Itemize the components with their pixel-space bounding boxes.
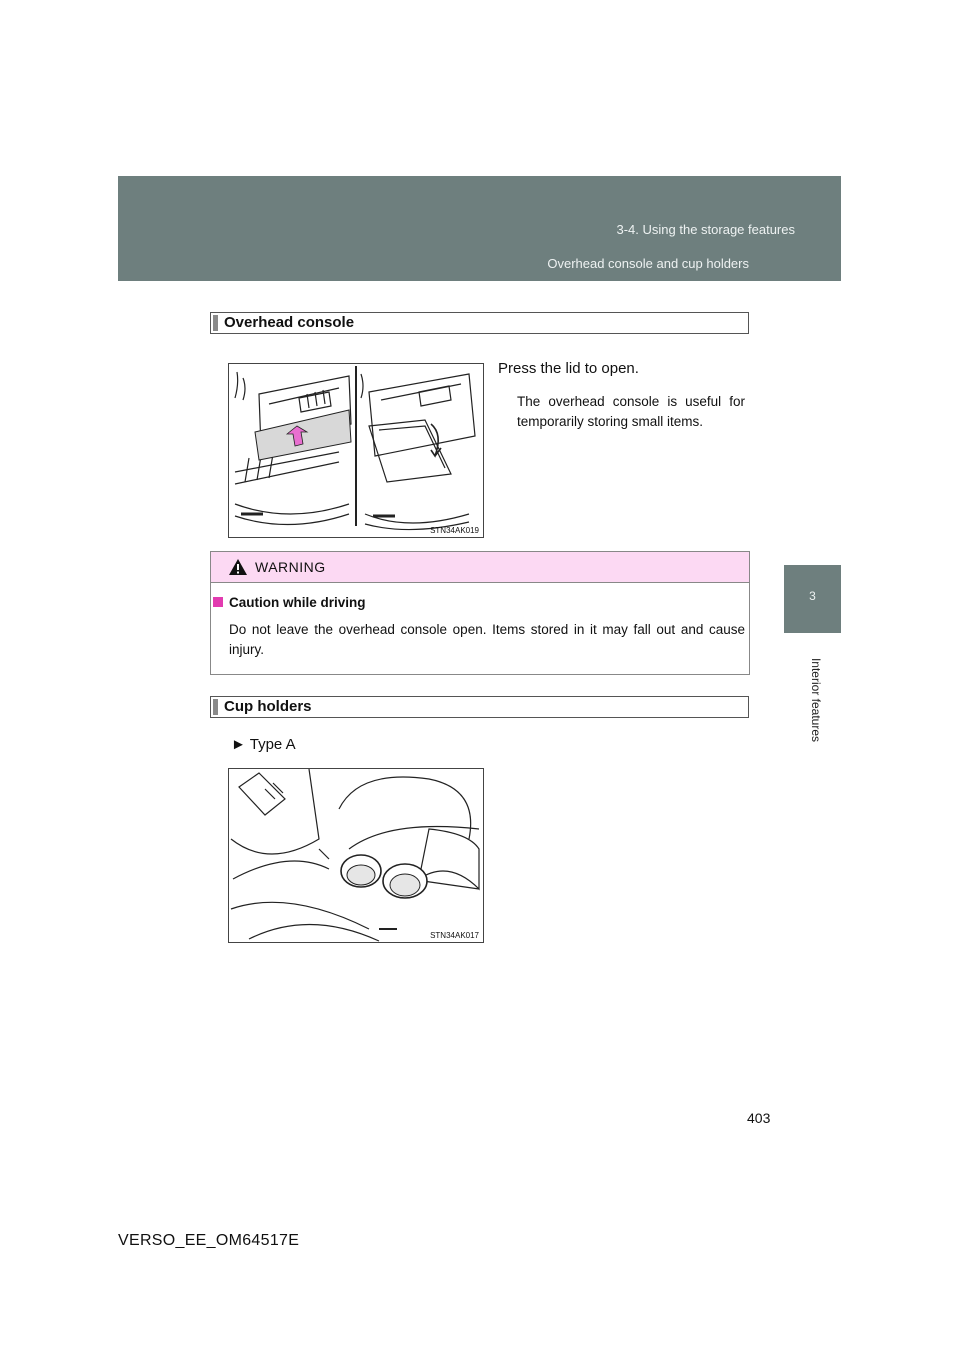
chapter-tab-label: Interior features — [809, 657, 823, 743]
cup-holders-heading: Cup holders — [210, 696, 749, 718]
overhead-console-heading: Overhead console — [210, 312, 749, 334]
caution-title — [213, 595, 366, 610]
warning-title: WARNING — [255, 559, 326, 575]
chapter-title: 3-4. Using the storage features — [616, 222, 795, 237]
overhead-console-illustration — [229, 364, 483, 537]
chapter-tab-number: 3 — [809, 589, 816, 603]
document-code: VERSO_EE_OM64517E — [118, 1232, 300, 1249]
chapter-tab — [784, 565, 841, 633]
overhead-console-instruction: Press the lid to open. — [498, 360, 639, 377]
overhead-console-figure — [228, 363, 484, 538]
page-number: 403 — [747, 1110, 771, 1126]
overhead-console-figure-code: STN34AK019 — [430, 526, 479, 535]
header-band — [118, 176, 841, 281]
cup-holders-illustration — [229, 769, 483, 942]
warning-header — [211, 552, 749, 583]
overhead-console-description: The overhead console is useful for temporarily storing small items. — [517, 394, 745, 429]
cup-holders-figure — [228, 768, 484, 943]
cup-holders-figure-code: STN34AK017 — [430, 931, 479, 940]
warning-triangle-icon — [228, 558, 248, 576]
type-a-label: ► Type A — [231, 736, 296, 753]
caution-marker-icon — [213, 597, 223, 607]
section-title: Overhead console and cup holders — [547, 256, 749, 271]
caution-title-text: Caution while driving — [229, 595, 366, 610]
warning-box — [210, 551, 750, 675]
caution-body: Do not leave the overhead console open. Items stored in it may fall out and cause injury. — [229, 622, 745, 657]
